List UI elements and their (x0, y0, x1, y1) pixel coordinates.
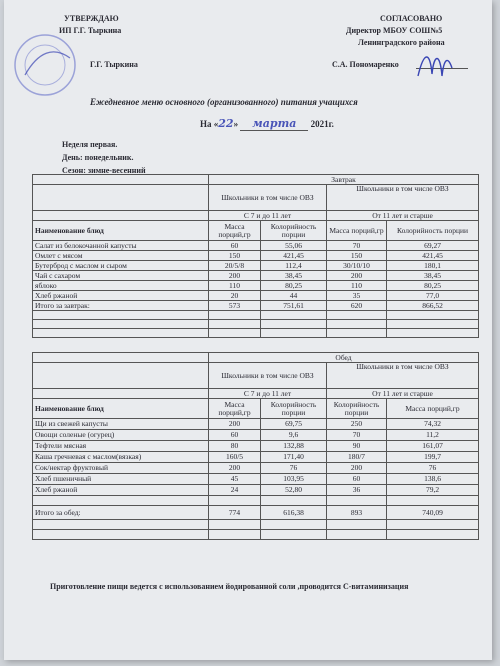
table-row: яблоко 110 80,25 110 80,25 (33, 281, 479, 291)
table-row: Щи из свежей капусты 200 69,75 250 74,32 (33, 419, 479, 430)
breakfast-col-mass1: Масса порций,гр (209, 221, 261, 241)
breakfast-total-row: Итого за завтрак: 573 751,61 620 866,52 (33, 301, 479, 311)
table-row: Бутерброд с маслом и сыром 20/5/8 112,4 30/10/10 180,1 (33, 261, 479, 271)
date-month: марта (240, 117, 308, 131)
breakfast-group2: Школьники в том числе ОВЗ (327, 185, 479, 211)
breakfast-group1: Школьники в том числе ОВЗ (209, 185, 327, 211)
approve-right-title: СОГЛАСОВАНО (380, 14, 443, 23)
round-stamp (10, 30, 80, 100)
approve-left-title: УТВЕРЖДАЮ (64, 14, 119, 23)
director-signature (414, 46, 456, 86)
breakfast-col-mass2: Масса порций,гр (327, 221, 387, 241)
table-row: Салат из белокочанной капусты 60 55,06 70 69,27 (33, 241, 479, 251)
week-label: Неделя первая. (62, 140, 118, 149)
table-row: Хлеб пшеничный 45 103,95 60 138,6 (33, 474, 479, 485)
table-row: Каша гречневая с маслом(вязкая) 160/5 171,40 180/7 199,7 (33, 452, 479, 463)
lunch-table (32, 352, 479, 540)
season-label: Сезон: зимне-весенний (62, 166, 146, 175)
page-title: Ежедневное меню основного (организованного) питания учащихся (90, 97, 358, 107)
breakfast-col-cal1: Колорийность порции (261, 221, 327, 241)
table-row: Тефтели мясная 80 132,88 90 161,07 (33, 441, 479, 452)
approve-right-sign: С.А. Пономаренко (332, 60, 399, 69)
menu-date: На «22» марта 2021г. (200, 117, 334, 130)
table-row: Омлет с мясом 150 421,45 150 421,45 (33, 251, 479, 261)
lunch-group2: Школьники в том числе ОВЗ (327, 363, 479, 389)
lunch-total-row: Итого за обед: 774 616,38 893 740,09 (33, 506, 479, 520)
date-day: 22 (218, 117, 234, 130)
table-row: Хлеб ржаной 20 44 35 77,0 (33, 291, 479, 301)
breakfast-col-name: Наименование блюд (33, 221, 209, 241)
lunch-col-cal2: Колорийность порции (327, 399, 387, 419)
approve-left-sign: Г.Г. Тыркина (90, 60, 138, 69)
lunch-section: Обед (209, 353, 479, 363)
breakfast-section: Завтрак (209, 175, 479, 185)
table-row: Сок/нектар фруктовый 200 76 200 76 (33, 463, 479, 474)
lunch-col-mass1: Масса порций,гр (209, 399, 261, 419)
breakfast-col-cal2: Колорийность порции (387, 221, 479, 241)
breakfast-age2: От 11 лет и старше (327, 211, 479, 221)
table-row: Овощи соленые (огурец) 60 9,6 70 11,2 (33, 430, 479, 441)
approve-left-role: ИП Г.Г. Тыркина (59, 26, 122, 35)
approve-right-role: Директор МБОУ СОШ№5 (346, 26, 443, 35)
lunch-age1: С 7 и до 11 лет (209, 389, 327, 399)
breakfast-table (32, 174, 479, 338)
menu-document (4, 0, 492, 660)
table-row: Чай с сахаром 200 38,45 200 38,45 (33, 271, 479, 281)
footer-note: Приготовление пищи ведется с использованием йодированной соли ,проводится С-витаминизация (50, 582, 409, 591)
table-row: Хлеб ржаной 24 52,80 36 79,2 (33, 485, 479, 496)
approve-right-org: Ленинградского района (358, 38, 445, 47)
breakfast-age1: С 7 и до 11 лет (209, 211, 327, 221)
lunch-group1: Школьники в том числе ОВЗ (209, 363, 327, 389)
lunch-col-mass2: Масса порций,гр (387, 399, 479, 419)
lunch-col-name: Наименование блюд (33, 399, 209, 419)
day-label: День: понедельник. (62, 153, 134, 162)
lunch-col-cal1: Колорийность порции (261, 399, 327, 419)
lunch-age2: От 11 лет и старше (327, 389, 479, 399)
